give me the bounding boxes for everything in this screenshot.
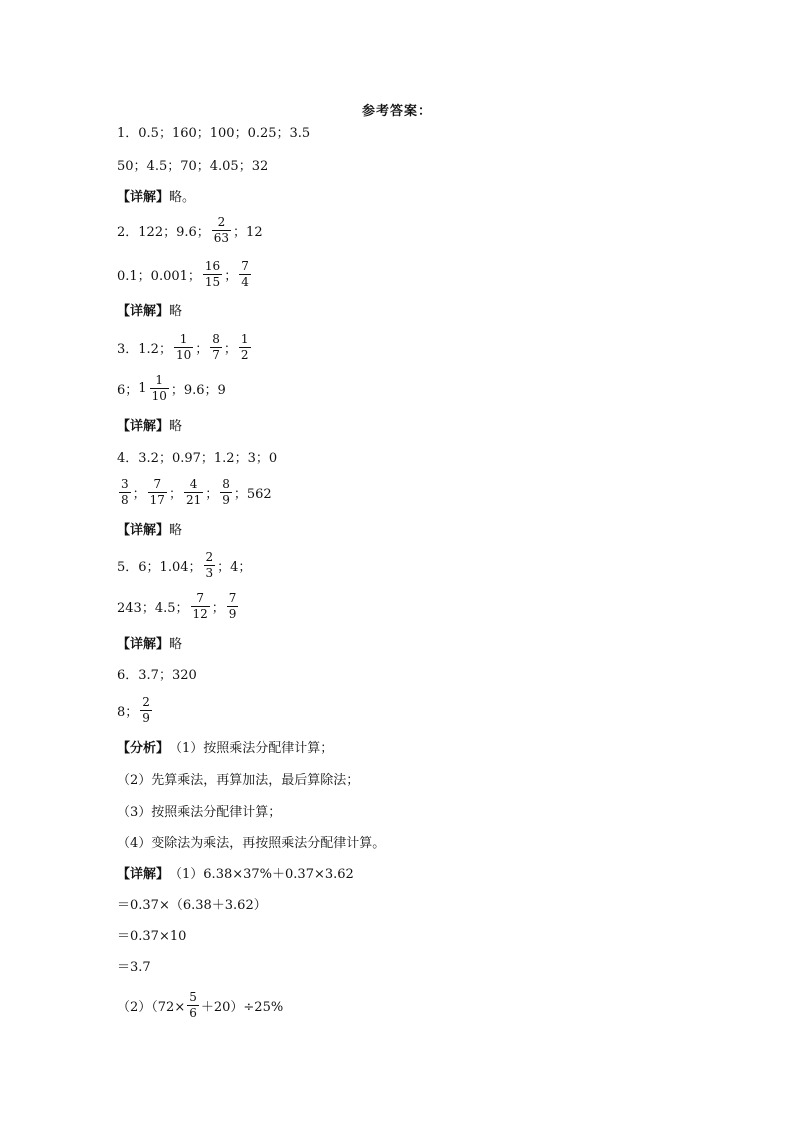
answer-text: ； [224, 268, 238, 284]
answer-text: 2．122；9.6； [117, 224, 210, 240]
answer-line [117, 632, 182, 652]
answer-text: ； [205, 486, 219, 502]
fraction [187, 990, 199, 1021]
answer-text: 243；4.5； [117, 600, 189, 616]
answer-text: ； [211, 600, 225, 616]
fraction-denominator: 8 [121, 492, 129, 507]
answer-line [117, 924, 186, 944]
fraction [148, 477, 167, 508]
section-label: 【详解】 [117, 866, 170, 882]
fraction-denominator: 2 [240, 347, 249, 362]
answer-text: 4．3.2；0.97；1.2；3；0 [117, 450, 278, 466]
answer-text: ；12 [233, 224, 263, 240]
fraction [210, 332, 222, 363]
answer-line [117, 955, 151, 975]
fraction-numerator: 4 [189, 476, 198, 491]
fraction-numerator: 7 [241, 258, 249, 273]
fraction-numerator: 1 [179, 331, 188, 346]
fraction [204, 550, 216, 581]
fraction-denominator: 17 [149, 492, 165, 507]
fraction [239, 332, 251, 363]
answer-text: 5．6；1.04； [117, 559, 202, 575]
section-label: 【分析】 [117, 740, 170, 756]
fraction [191, 591, 210, 622]
answer-text: ＝0.37×10 [117, 928, 187, 944]
section-label: 【详解】 [117, 522, 170, 538]
fraction [174, 332, 193, 363]
answer-line [117, 299, 182, 319]
fraction-numerator: 2 [217, 214, 226, 229]
answer-text: 3．1.2； [117, 341, 172, 357]
answer-text: 略。 [169, 189, 196, 205]
answer-line [117, 154, 268, 174]
answer-text: 6； [117, 382, 139, 398]
fraction [140, 695, 152, 726]
answer-line [117, 372, 226, 403]
answer-text: 50；4.5；70；4.05；32 [117, 158, 269, 174]
fraction-numerator: 7 [196, 590, 204, 605]
answer-text: 0.1；0.001； [117, 268, 201, 284]
fraction [220, 477, 232, 508]
answer-line [117, 663, 197, 683]
fraction [184, 477, 203, 508]
fraction-numerator: 8 [212, 331, 220, 346]
fraction-denominator: 7 [212, 347, 220, 362]
fraction [203, 259, 222, 290]
answer-line [117, 446, 277, 466]
answer-text: ； [168, 486, 182, 502]
fraction-numerator: 5 [189, 989, 197, 1004]
fraction-numerator: 8 [222, 476, 230, 491]
answer-line [117, 590, 240, 621]
fraction-denominator: 3 [205, 565, 214, 580]
fraction-denominator: 9 [222, 492, 230, 507]
answer-line [117, 214, 263, 245]
answer-line [117, 258, 253, 289]
answer-line [117, 518, 182, 538]
fraction-numerator: 7 [153, 476, 162, 491]
answer-line [117, 476, 272, 507]
answer-text: （2）（72× [117, 999, 186, 1015]
section-label: 【详解】 [117, 303, 170, 319]
fraction [227, 591, 239, 622]
section-label: 【详解】 [117, 189, 170, 205]
answer-line [117, 768, 359, 788]
answer-text: 略 [169, 636, 183, 652]
answer-text: （4）变除法为乘法，再按照乘法分配律计算。 [117, 835, 386, 851]
answer-text: （1）按照乘法分配律计算； [169, 740, 334, 756]
answer-line [117, 736, 333, 756]
answer-text: 略 [169, 418, 183, 434]
section-label: 【详解】 [117, 418, 170, 434]
page-title: 参考答案： [361, 104, 432, 119]
fraction [150, 373, 169, 404]
answer-line [117, 414, 182, 434]
answer-line [117, 989, 284, 1020]
answer-text: ；9.6；9 [170, 382, 226, 398]
answer-text: ；4； [217, 559, 252, 575]
answer-text: 略 [169, 522, 183, 538]
answer-text: （3）按照乘法分配律计算； [117, 804, 282, 820]
fraction-denominator: 4 [241, 274, 249, 289]
fraction-denominator: 9 [142, 710, 150, 725]
fraction [119, 477, 131, 508]
answer-line [117, 893, 267, 913]
fraction-numerator: 1 [240, 331, 249, 346]
answer-text: 8； [117, 704, 139, 720]
fraction-denominator: 10 [175, 347, 192, 362]
fraction-denominator: 15 [204, 274, 221, 289]
answer-text: ；562 [233, 486, 272, 502]
mixed-number-whole: 1 [138, 380, 147, 396]
answer-text: ＝0.37×（6.38＋3.62） [117, 897, 267, 913]
answer-line [117, 331, 253, 362]
answer-line [117, 800, 281, 820]
answer-text: ＋20）÷25% [200, 999, 284, 1015]
fraction-denominator: 9 [228, 606, 237, 621]
answer-line [117, 694, 154, 725]
answer-line [117, 121, 310, 141]
answer-line [117, 185, 195, 205]
fraction-numerator: 16 [204, 258, 221, 273]
fraction-numerator: 3 [121, 476, 129, 491]
answer-line [117, 831, 385, 851]
answer-line [117, 549, 252, 580]
fraction-numerator: 2 [205, 549, 214, 564]
fraction-denominator: 12 [192, 606, 208, 621]
fraction-numerator: 2 [142, 694, 150, 709]
answer-text: （2）先算乘法，再算加法，最后算除法； [117, 772, 360, 788]
answer-line [117, 862, 354, 882]
fraction-numerator: 7 [228, 590, 237, 605]
fraction [239, 259, 251, 290]
fraction-numerator: 1 [155, 372, 164, 387]
section-label: 【详解】 [117, 636, 170, 652]
fraction-denominator: 21 [185, 492, 202, 507]
answer-text: ； [132, 486, 146, 502]
answer-text: ＝3.7 [117, 959, 151, 975]
answer-text: 6．3.7；320 [117, 667, 197, 683]
answer-text: ； [223, 341, 237, 357]
fraction [212, 215, 231, 246]
fraction-denominator: 6 [189, 1005, 197, 1020]
answer-text: 1．0.5；160；100；0.25；3.5 [117, 125, 311, 141]
answer-text: 略 [169, 303, 183, 319]
fraction-denominator: 10 [151, 388, 167, 403]
answer-text: （1）6.38×37%＋0.37×3.62 [169, 866, 354, 882]
fraction-denominator: 63 [213, 230, 230, 245]
answer-text: ； [195, 341, 209, 357]
